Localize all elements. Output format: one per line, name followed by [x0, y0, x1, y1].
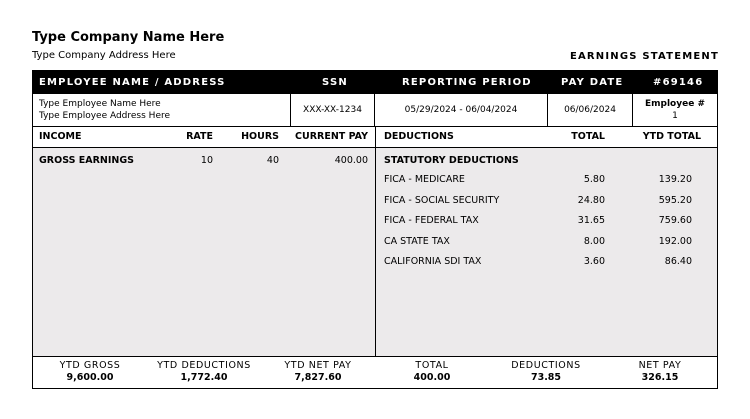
summary-cell — [261, 360, 375, 384]
rate-header: RATE — [186, 131, 213, 142]
statement-body — [33, 148, 717, 357]
employee-number-label: Employee # — [645, 99, 705, 109]
current-pay-header: CURRENT PAY — [295, 131, 368, 142]
income-row-current-pay: 400.00 — [334, 155, 368, 166]
divider — [375, 127, 376, 147]
summary-label: DEDUCTIONS — [511, 360, 581, 371]
summary-label: TOTAL — [415, 360, 449, 371]
ssn-value: XXX-XX-1234 — [303, 105, 362, 115]
summary-cell — [375, 360, 489, 384]
deduction-total: 5.80 — [583, 174, 605, 185]
header-bar — [33, 71, 717, 94]
summary-cell — [147, 360, 261, 384]
period-cell — [375, 94, 547, 126]
ssn-cell — [291, 94, 374, 126]
deduction-ytd: 192.00 — [658, 236, 692, 247]
pay-date-value: 06/06/2024 — [564, 105, 616, 115]
deduction-total: 24.80 — [577, 195, 605, 206]
summary-cell — [489, 360, 603, 384]
summary-cell — [603, 360, 717, 384]
summary-value: 400.00 — [413, 372, 451, 383]
employee-address: Type Employee Address Here — [39, 111, 171, 121]
summary-value: 326.15 — [641, 372, 679, 383]
summary-label: YTD NET PAY — [284, 360, 352, 371]
statutory-deductions-title: STATUTORY DEDUCTIONS — [384, 155, 519, 166]
employee-info-row — [33, 94, 717, 127]
pay-date-cell — [548, 94, 632, 126]
employee-name: Type Employee Name Here — [39, 99, 161, 109]
deduction-label: CALIFORNIA SDI TAX — [384, 256, 482, 267]
income-header: INCOME — [39, 131, 82, 142]
summary-cell — [33, 360, 147, 384]
deduction-label: FICA - FEDERAL TAX — [384, 215, 479, 226]
deduction-ytd: 595.20 — [658, 195, 692, 206]
statement-number: #69146 — [653, 77, 704, 88]
summary-value: 73.85 — [530, 372, 562, 383]
income-row-rate: 10 — [200, 155, 213, 166]
employee-number-value: 1 — [672, 111, 678, 121]
deductions-header: DEDUCTIONS — [384, 131, 454, 142]
reporting-period-value: 05/29/2024 - 06/04/2024 — [404, 105, 518, 115]
summary-label: YTD GROSS — [59, 360, 121, 371]
summary-label: YTD DEDUCTIONS — [157, 360, 251, 371]
deduction-label: FICA - MEDICARE — [384, 174, 465, 185]
deduction-label: CA STATE TAX — [384, 236, 450, 247]
employee-info-cell — [39, 94, 284, 126]
hours-header: HOURS — [241, 131, 279, 142]
column-headers — [33, 127, 717, 148]
divider — [375, 148, 376, 356]
company-address: Type Company Address Here — [32, 50, 176, 61]
total-header: TOTAL — [571, 131, 605, 142]
deduction-ytd: 139.20 — [658, 174, 692, 185]
deduction-ytd: 86.40 — [664, 256, 692, 267]
deduction-total: 8.00 — [583, 236, 605, 247]
deduction-total: 31.65 — [577, 215, 605, 226]
summary-value: 9,600.00 — [66, 372, 114, 383]
summary-row — [33, 357, 717, 388]
ssn-header: SSN — [322, 77, 348, 88]
employee-number-cell — [633, 94, 717, 126]
earnings-statement-table — [32, 70, 718, 389]
employee-name-address-header: EMPLOYEE NAME / ADDRESS — [39, 77, 226, 88]
summary-label: NET PAY — [638, 360, 682, 371]
reporting-period-header: REPORTING PERIOD — [402, 77, 532, 88]
company-name: Type Company Name Here — [32, 30, 225, 45]
income-row-hours: 40 — [266, 155, 279, 166]
statement-title: EARNINGS STATEMENT — [569, 51, 719, 62]
income-row-label: GROSS EARNINGS — [39, 155, 134, 166]
summary-value: 7,827.60 — [294, 372, 342, 383]
deduction-ytd: 759.60 — [658, 215, 692, 226]
summary-value: 1,772.40 — [180, 372, 228, 383]
deduction-total: 3.60 — [583, 256, 605, 267]
pay-date-header: PAY DATE — [561, 77, 624, 88]
ytd-total-header: YTD TOTAL — [642, 131, 701, 142]
deduction-label: FICA - SOCIAL SECURITY — [384, 195, 500, 206]
